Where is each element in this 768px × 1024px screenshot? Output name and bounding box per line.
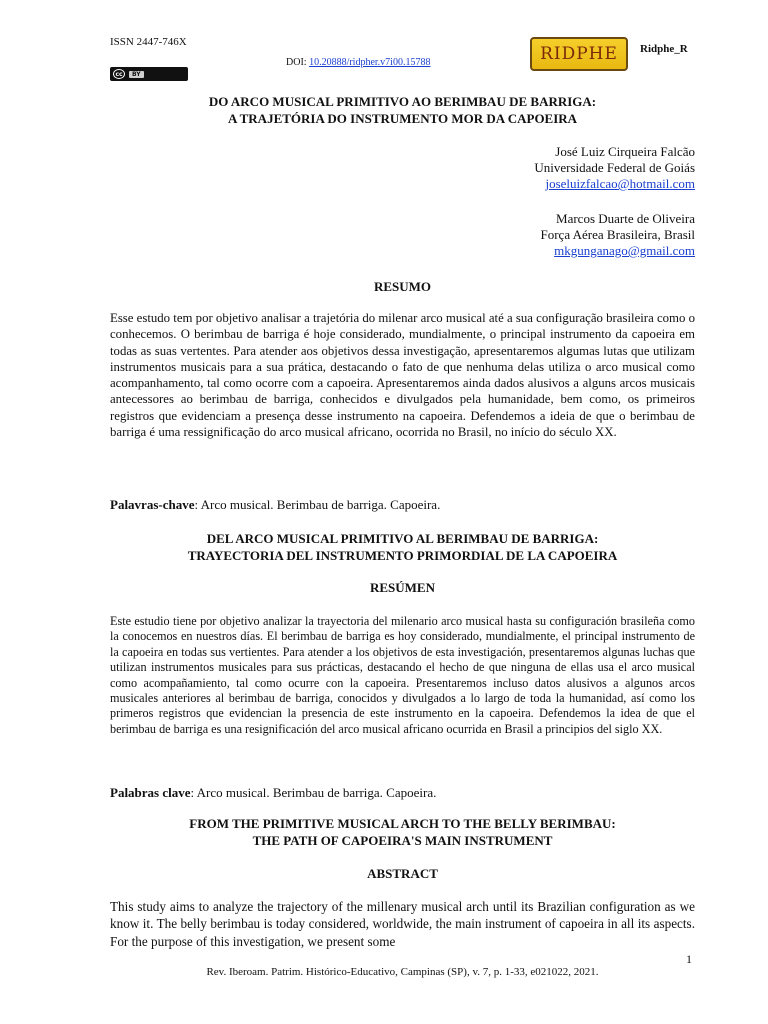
author-email-link[interactable]: joseluizfalcao@hotmail.com (545, 176, 695, 191)
abstract-text: This study aims to analyze the trajectory of the millenary musical arch until its Brazilian configuration as we know it. The belly berimbau is today considered, worldwide, the main instrument of capoeira in all its aspects. For the purpose of this investigation, we present some (110, 899, 695, 949)
author-email-link[interactable]: mkgunganago@gmail.com (554, 243, 695, 258)
title-en (110, 815, 695, 849)
title-es (110, 530, 695, 564)
resumen-text: Este estudio tiene por objetivo analizar la trayectoria del milenario arco musical hasta su configuración brasileña como la conocemos en nuestros días. El berimbau de barriga es hoy considerado, mundialmente, el principal instrumento de la capoeira en todas sus vertientes. Para atender a los objetivos de esta investigación, presentaremos algunas luchas que utilizan instrumentos musicales para sus prácticas, destacando el hecho de que ninguna de ellas usa el arco musical como acompañamiento, tal como ocurre con la capoeira. Presentaremos incluso datos alusivos a algunos arcos musicales anteriores al berimbau de barriga, conocidos y divulgados a lo largo de toda la humanidad, así como los primeros registros que evidencian la presencia de este instrumento en la capoeira. Defendemos la idea de que el berimbau de barriga es una resignificación del arco musical africano ocurrida en Brasil a principios del siglo XX. (110, 614, 695, 736)
title-pt-line1: DO ARCO MUSICAL PRIMITIVO AO BERIMBAU DE BARRIGA: (208, 94, 597, 109)
doi-prefix: DOI: (286, 57, 310, 68)
resumo-keywords (110, 497, 440, 513)
resumo-text: Esse estudo tem por objetivo analisar a trajetória do milenar arco musical até a sua configuração brasileira como o conhecemos. O berimbau de barriga é hoje considerado, mundialmente, o principal instrumento da capoeira em todas as suas vertentes. Para atender aos objetivos dessa investigação, apresentaremos algumas lutas que utilizam instrumentos musicais para a sua prática, destacando o fato de que nenhuma delas utiliza o arco musical como acompanhamento, tal como ocorre com a capoeira. Apresentaremos ainda dados alusivos a alguns arcos musicais antecessores ao berimbau de barriga, conhecidos e divulgados pela humanidade, bem como, os primeiros registros que evidenciam a presença desse instrumento na capoeira. Defendemos a ideia de que o berimbau de barriga é uma ressignificação do arco musical africano, ocorrida no Brasil, no início do século XX. (110, 311, 695, 440)
resumen-heading: RESÚMEN (369, 580, 435, 595)
doi-line (286, 57, 430, 68)
resumen-keywords (110, 785, 436, 801)
cc-by-label: BY (129, 71, 144, 78)
issn: ISSN 2447-746X (110, 36, 187, 48)
abstract-heading: ABSTRACT (367, 866, 438, 881)
author-affiliation: Força Aérea Brasileira, Brasil (540, 227, 695, 242)
author-affiliation: Universidade Federal de Goiás (534, 160, 695, 175)
keywords-values: : Arco musical. Berimbau de barriga. Capoeira. (194, 497, 441, 512)
doi-link[interactable]: 10.20888/ridpher.v7i00.15788 (309, 57, 431, 68)
author-name: Marcos Duarte de Oliveira (556, 211, 695, 226)
author-block-2 (380, 211, 695, 259)
resumo-heading: RESUMO (373, 279, 432, 294)
author-block-1 (380, 144, 695, 192)
title-es-line1: DEL ARCO MUSICAL PRIMITIVO AL BERIMBAU DE BARRIGA: (206, 531, 599, 546)
title-pt-line2: A TRAJETÓRIA DO INSTRUMENTO MOR DA CAPOEIRA (227, 111, 578, 126)
cc-icon: cc (113, 69, 125, 79)
cc-license-badge[interactable] (110, 67, 188, 81)
page-number: 1 (686, 952, 692, 966)
journal-brand: Ridphe_R (640, 43, 688, 55)
author-name: José Luiz Cirqueira Falcão (555, 144, 695, 159)
keywords-label: Palabras clave (110, 785, 191, 800)
title-en-line2: THE PATH OF CAPOEIRA'S MAIN INSTRUMENT (252, 833, 553, 848)
title-en-line1: FROM THE PRIMITIVE MUSICAL ARCH TO THE BELLY BERIMBAU: (189, 816, 616, 831)
keywords-label: Palavras-chave (110, 497, 195, 512)
journal-logo: RIDPHE (530, 37, 628, 71)
title-es-line2: TRAYECTORIA DEL INSTRUMENTO PRIMORDIAL DE LA CAPOEIRA (187, 548, 618, 563)
keywords-values: : Arco musical. Berimbau de barriga. Capoeira. (190, 785, 437, 800)
title-pt (110, 93, 695, 127)
footer-citation: Rev. Iberoam. Patrim. Histórico-Educativo, Campinas (SP), v. 7, p. 1-33, e021022, 2021. (206, 966, 599, 978)
